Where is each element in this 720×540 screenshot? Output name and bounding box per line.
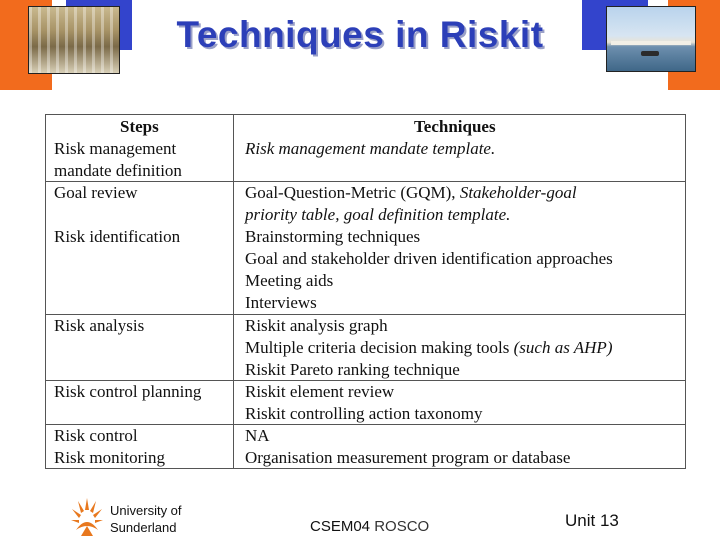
photo-boat [641, 51, 659, 56]
header-steps: Steps [120, 117, 159, 136]
techniques-table [45, 114, 686, 469]
table-row-steps [54, 315, 144, 337]
table-row-techniques [245, 315, 612, 381]
technique-text: Riskit element review [245, 382, 395, 401]
university-logo-icon [70, 496, 104, 538]
technique-text: Multiple criteria decision making tools [245, 338, 514, 357]
technique-text: NA [245, 426, 270, 445]
table-row-steps [54, 381, 201, 403]
step-text: Risk monitoring [54, 448, 165, 467]
technique-line [245, 337, 612, 359]
technique-text: Goal and stakeholder driven identification approaches [245, 249, 613, 268]
unit-label: Unit 13 [565, 511, 619, 530]
step-text: Risk identification [54, 227, 181, 246]
university-line2: Sunderland [110, 520, 177, 535]
technique-text: Brainstorming techniques [245, 227, 421, 246]
harbour-photo [606, 6, 696, 72]
table-row-techniques [245, 425, 570, 469]
technique-text-italic: (such as AHP) [513, 338, 613, 357]
university-line1: University of [110, 503, 182, 518]
photo-shore [611, 41, 691, 45]
technique-text: Riskit controlling action taxonomy [245, 404, 483, 423]
step-text: Risk management [54, 139, 177, 158]
course-label [310, 518, 429, 535]
technique-text: priority table, goal definition template. [245, 205, 511, 224]
course-code: CSEM04 [310, 518, 371, 535]
step-text: Risk control planning [54, 382, 202, 401]
technique-text-italic: Stakeholder-goal [459, 183, 577, 202]
table-row-steps [54, 182, 180, 248]
header-techniques: Techniques [414, 117, 496, 136]
table-row-techniques [245, 381, 483, 425]
technique-text: Riskit Pareto ranking technique [245, 360, 460, 379]
table-row-techniques [245, 182, 613, 314]
step-text: mandate definition [54, 161, 182, 180]
column-divider [233, 115, 234, 468]
university-name [110, 502, 182, 536]
step-text: Risk analysis [54, 316, 145, 335]
technique-line [245, 182, 613, 204]
step-text: Risk control [54, 426, 138, 445]
slide-title: Techniques in Riskit [176, 14, 544, 55]
table-row-steps [54, 425, 165, 469]
step-text [54, 204, 180, 226]
step-text: Goal review [54, 183, 138, 202]
table-row-techniques [245, 138, 495, 160]
course-name: ROSCO [374, 518, 430, 535]
technique-text: Interviews [245, 293, 317, 312]
technique-text: Meeting aids [245, 271, 334, 290]
table-row-steps [54, 138, 182, 182]
technique-text: Goal-Question-Metric (GQM), [245, 183, 460, 202]
technique-text: Risk management mandate template. [245, 139, 496, 158]
library-photo [28, 6, 120, 74]
technique-text: Organisation measurement program or database [245, 448, 571, 467]
technique-text: Riskit analysis graph [245, 316, 388, 335]
